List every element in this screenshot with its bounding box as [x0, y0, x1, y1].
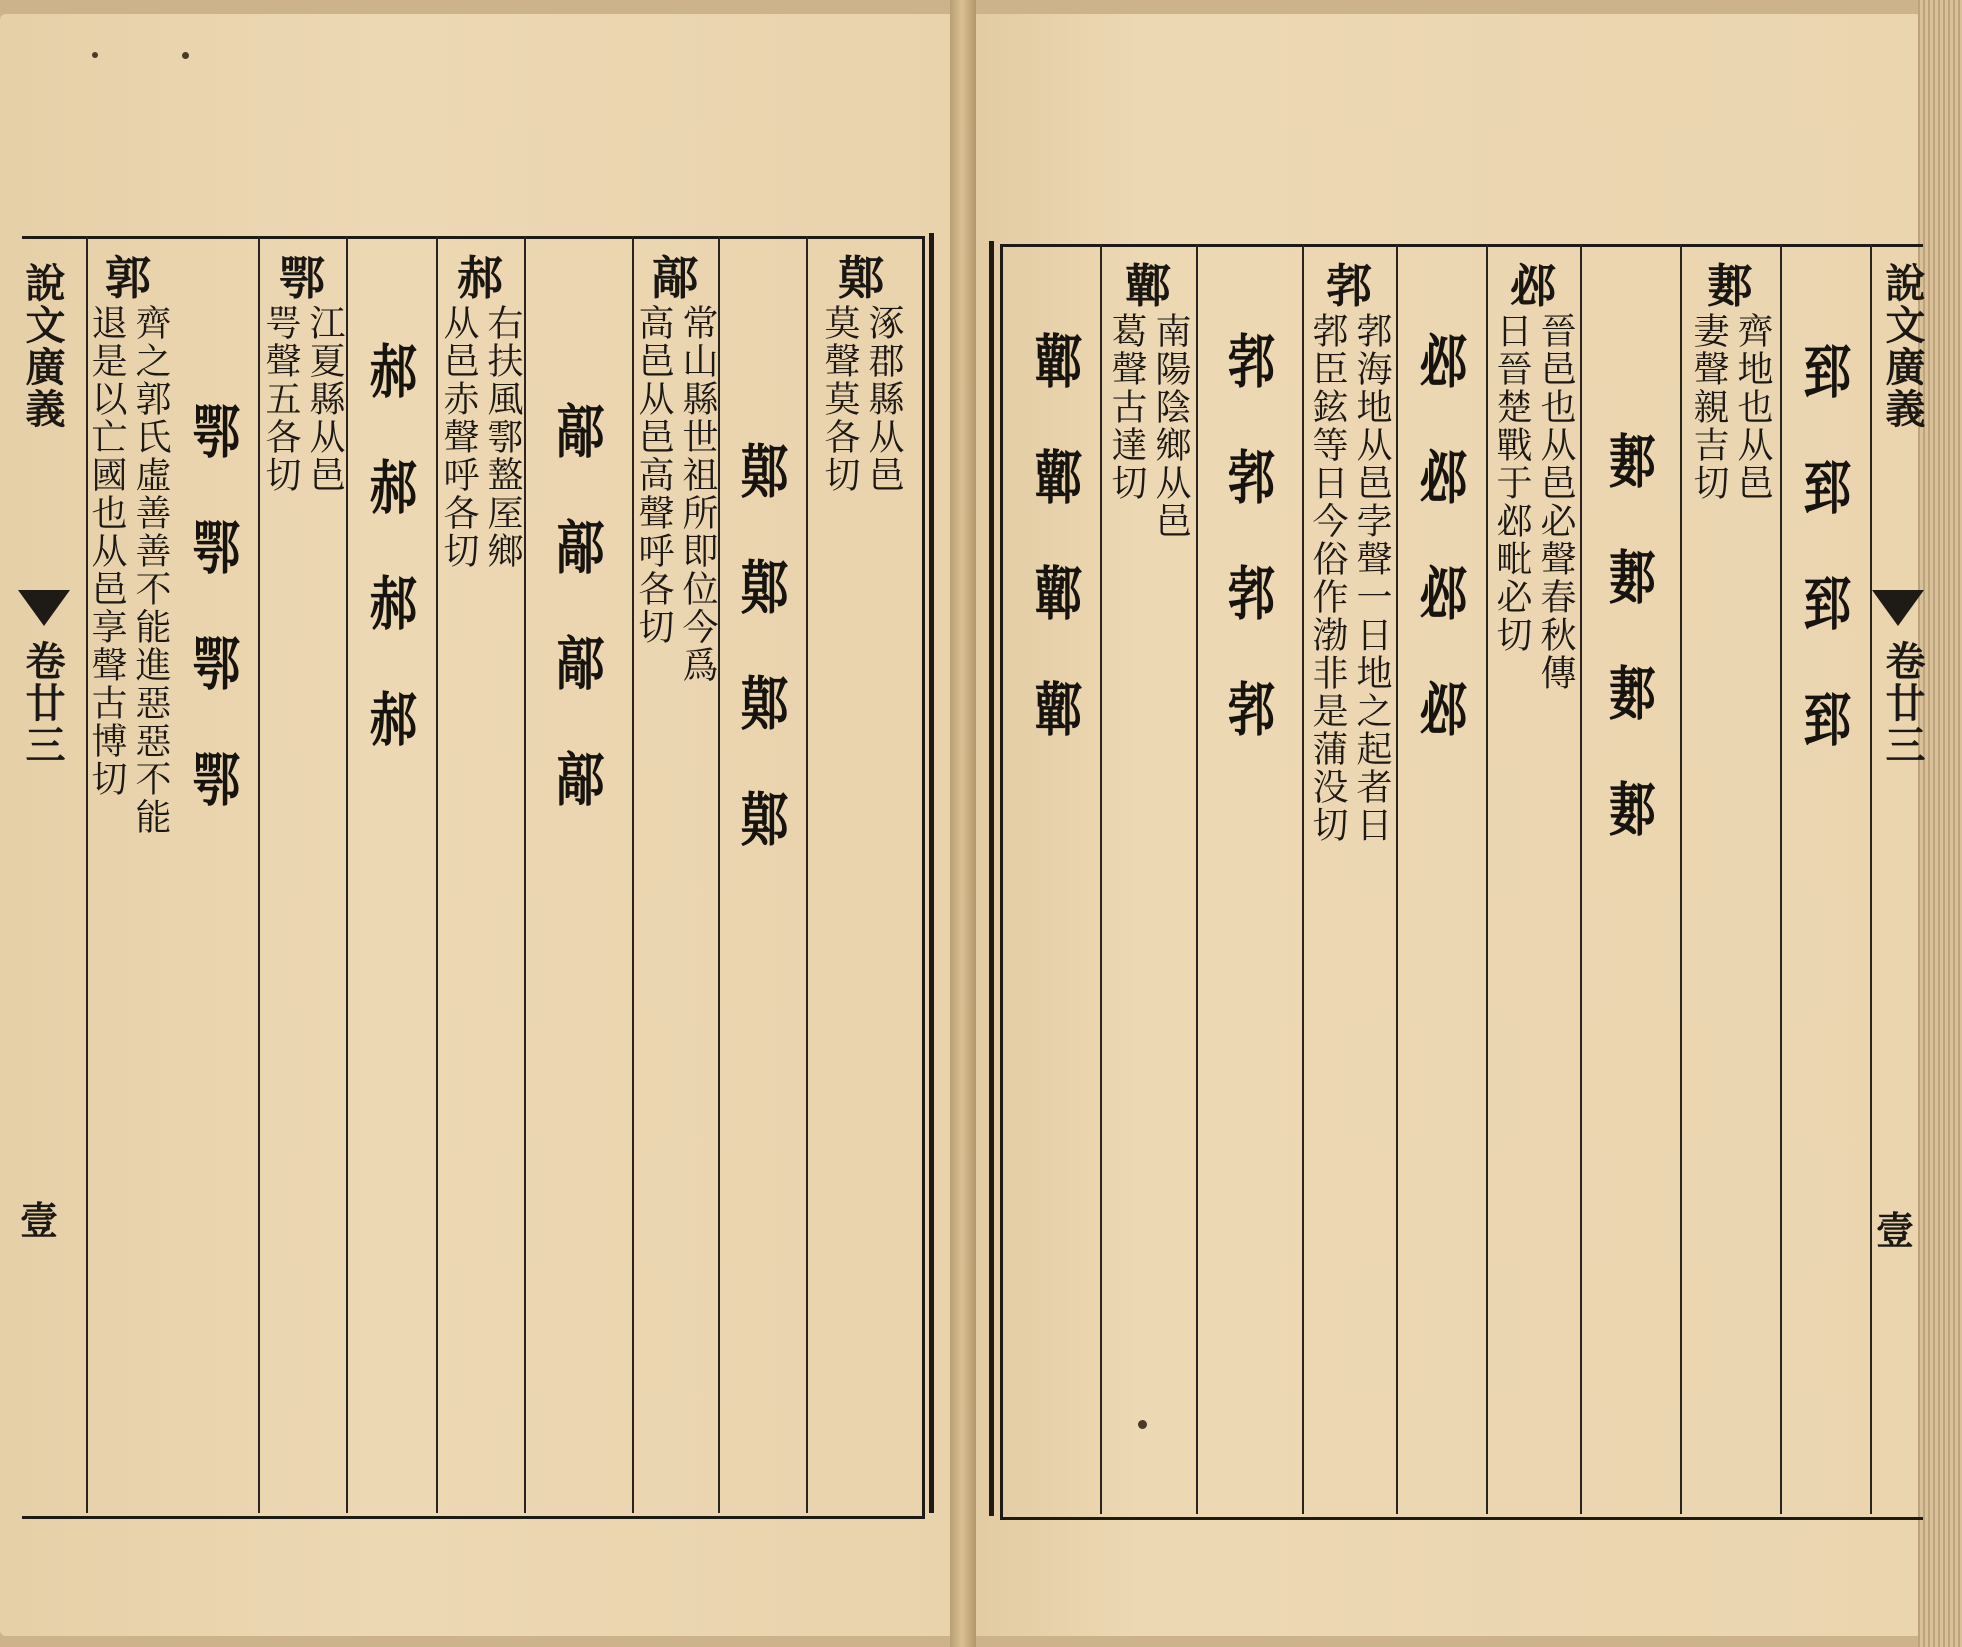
seal-glyph: 邲	[1419, 328, 1463, 396]
gloss-line: 右扶風鄠盩厔鄉	[482, 304, 523, 570]
gloss-line: 郣臣鉉等日今俗作渤非是蒲没切	[1307, 312, 1348, 844]
entry-gloss	[1308, 312, 1390, 844]
entry-gloss	[1689, 312, 1771, 502]
seal-glyph: 鄿	[1034, 444, 1078, 512]
entry-headword: 郝	[457, 251, 503, 305]
entry-gloss	[1107, 312, 1189, 540]
seal-script-column	[346, 340, 436, 752]
gloss-line: 晉邑也从邑必聲春秋傳	[1535, 312, 1576, 692]
seal-script-column	[1196, 330, 1302, 742]
entry-gloss	[261, 304, 343, 494]
seal-glyph: 鄿	[1034, 560, 1078, 628]
seal-glyph: 鄚	[740, 554, 784, 622]
seal-glyph: 鄂	[192, 398, 236, 466]
seal-glyph: 郅	[1803, 338, 1847, 406]
gloss-line: 咢聲五各切	[260, 304, 301, 494]
seal-script-column	[1780, 340, 1870, 752]
right-margin-title: 說文廣義	[1879, 262, 1926, 430]
seal-glyph: 鄗	[556, 630, 600, 698]
left-margin-volume: 卷廿三	[19, 640, 66, 766]
entry-gloss	[87, 304, 169, 836]
entry-column	[86, 252, 170, 836]
seal-glyph: 邲	[1419, 560, 1463, 628]
gloss-line: 莫聲莫各切	[819, 304, 860, 494]
gloss-line: 从邑赤聲呼各切	[438, 304, 479, 570]
left-folio: 壹	[20, 1198, 59, 1243]
seal-glyph: 邲	[1419, 444, 1463, 512]
left-fish-tail	[18, 590, 70, 626]
gloss-line: 妻聲親吉切	[1688, 312, 1729, 502]
entry-headword: 鄚	[838, 251, 884, 305]
seal-script-column	[1012, 330, 1100, 742]
entry-gloss	[1492, 312, 1574, 692]
seal-glyph: 鄚	[740, 670, 784, 738]
seal-glyph: 郪	[1608, 776, 1652, 844]
gloss-line: 常山縣世祖所即位今爲	[677, 304, 718, 684]
page-edges	[1918, 0, 1962, 1647]
entry-headword: 郭	[105, 251, 151, 305]
seal-glyph: 郣	[1227, 328, 1271, 396]
entry-column	[1302, 260, 1396, 844]
seal-glyph: 鄂	[192, 514, 236, 582]
entry-gloss	[439, 304, 521, 570]
seal-glyph: 鄚	[740, 786, 784, 854]
entry-column	[1680, 260, 1780, 502]
gloss-line: 江夏縣从邑	[304, 304, 345, 494]
seal-glyph: 郅	[1803, 686, 1847, 754]
seal-glyph: 郣	[1227, 676, 1271, 744]
entry-column	[632, 252, 718, 684]
entry-column	[1486, 260, 1580, 692]
seal-glyph: 郝	[369, 338, 413, 406]
entry-headword: 郪	[1707, 259, 1753, 313]
entry-headword: 鄿	[1125, 259, 1171, 313]
seal-glyph: 鄗	[556, 746, 600, 814]
right-fish-tail	[1872, 590, 1924, 626]
seal-glyph: 鄿	[1034, 328, 1078, 396]
seal-glyph: 郝	[369, 454, 413, 522]
entry-gloss	[820, 304, 902, 494]
seal-glyph: 鄚	[740, 438, 784, 506]
gloss-line: 葛聲古達切	[1106, 312, 1147, 502]
gloss-line: 齊之郭氏虛善善不能進惡惡不能	[130, 304, 171, 836]
entry-column	[1100, 260, 1196, 540]
left-margin-title: 說文廣義	[19, 262, 66, 430]
gloss-line: 日晉楚戰于邲毗必切	[1491, 312, 1532, 654]
entry-column	[258, 252, 346, 494]
seal-glyph: 郅	[1803, 570, 1847, 638]
gloss-line: 高邑从邑高聲呼各切	[633, 304, 674, 646]
gloss-line: 涿郡縣从邑	[863, 304, 904, 494]
entry-column	[436, 252, 524, 570]
entry-headword: 郣	[1326, 259, 1372, 313]
seal-script-column	[1580, 430, 1680, 842]
seal-glyph: 郣	[1227, 560, 1271, 628]
seal-glyph: 郝	[369, 686, 413, 754]
right-folio: 壹	[1876, 1208, 1915, 1253]
seal-glyph: 郝	[369, 570, 413, 638]
seal-script-column	[1396, 330, 1486, 742]
entry-headword: 鄗	[652, 251, 698, 305]
seal-glyph: 郣	[1227, 444, 1271, 512]
gloss-line: 南陽陰鄉从邑	[1150, 312, 1191, 540]
entry-headword: 鄂	[279, 251, 325, 305]
entry-headword: 邲	[1510, 259, 1556, 313]
right-margin-volume: 卷廿三	[1879, 640, 1926, 766]
seal-script-column	[524, 400, 632, 812]
gloss-line: 退是以亡國也从邑享聲古博切	[86, 304, 127, 798]
foxing-spot	[182, 52, 189, 59]
entry-gloss	[634, 304, 716, 684]
column-rule	[718, 236, 720, 1513]
gloss-line: 郣海地从邑孛聲一日地之起者日	[1351, 312, 1392, 844]
seal-glyph: 鄗	[556, 398, 600, 466]
book-gutter	[950, 0, 976, 1647]
seal-script-column	[170, 400, 258, 812]
seal-glyph: 郪	[1608, 428, 1652, 496]
seal-glyph: 鄗	[556, 514, 600, 582]
seal-glyph: 邲	[1419, 676, 1463, 744]
seal-glyph: 鄂	[192, 630, 236, 698]
seal-glyph: 郪	[1608, 660, 1652, 728]
seal-glyph: 郅	[1803, 454, 1847, 522]
column-rule	[1870, 244, 1872, 1514]
seal-glyph: 鄂	[192, 746, 236, 814]
seal-glyph: 鄿	[1034, 676, 1078, 744]
foxing-spot	[1138, 1420, 1147, 1429]
seal-glyph: 郪	[1608, 544, 1652, 612]
entry-column	[806, 252, 916, 494]
seal-script-column	[718, 440, 806, 852]
gloss-line: 齊地也从邑	[1732, 312, 1773, 502]
foxing-spot	[92, 52, 98, 58]
